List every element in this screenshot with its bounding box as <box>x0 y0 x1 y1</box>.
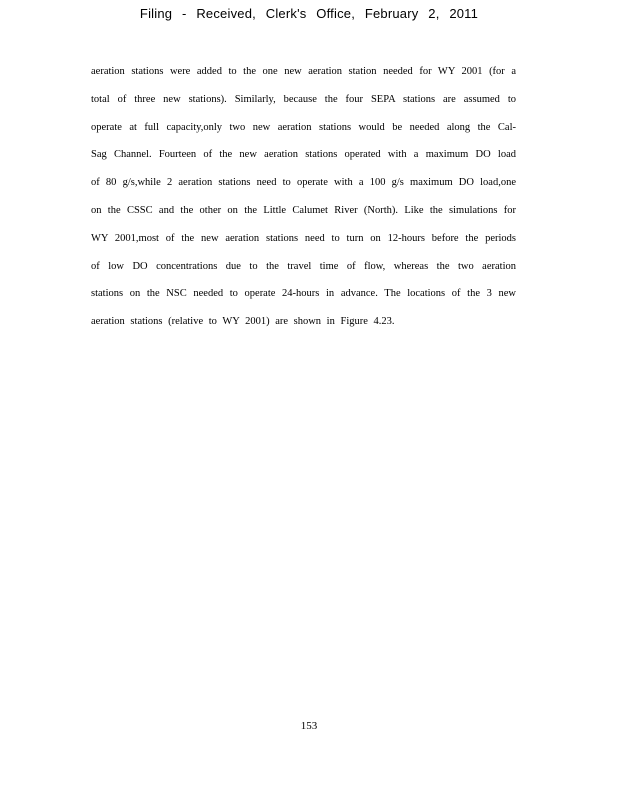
paragraph-line: of 80 g/s,while 2 aeration stations need to operate with a 100 g/s maximum DO load,one <box>91 177 516 189</box>
paragraph-line: aeration stations were added to the one new aeration station needed for WY 2001 (for a <box>91 66 516 77</box>
page-number: 153 <box>300 720 318 732</box>
body-paragraph <box>91 58 516 336</box>
paragraph-line: operate at full capacity,only two new aeration stations would be needed along the Cal- <box>91 121 516 133</box>
paragraph-line: stations on the NSC needed to operate 24-hours in advance. The locations of the 3 new <box>91 288 516 300</box>
paragraph-line: aeration stations (relative to WY 2001) are shown in Figure 4.23. <box>91 316 395 328</box>
paragraph-line: of low DO concentrations due to the travel time of flow, whereas the two aeration <box>91 260 516 272</box>
paragraph-line: total of three new stations). Similarly, because the four SEPA stations are assumed to <box>91 93 516 105</box>
paragraph-line: WY 2001,most of the new aeration stations need to turn on 12-hours before the periods <box>91 232 516 244</box>
paragraph-line: Sag Channel. Fourteen of the new aeration stations operated with a maximum DO load <box>91 149 516 161</box>
filing-header: Filing - Received, Clerk's Office, February 2, 2011 <box>139 6 479 21</box>
paragraph-line: on the CSSC and the other on the Little Calumet River (North). Like the simulations for <box>91 204 516 216</box>
